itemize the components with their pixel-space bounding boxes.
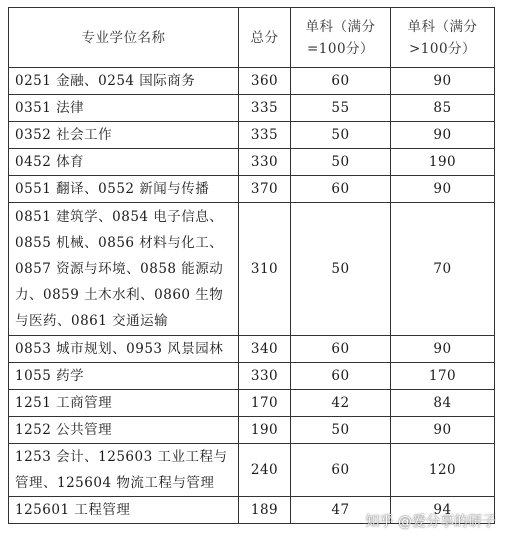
total-score-cell: 330 [239, 363, 291, 390]
single-over-100-cell: 90 [391, 68, 495, 95]
total-score-cell: 330 [239, 149, 291, 176]
single-over-100-cell: 94 [391, 497, 495, 524]
single-100-cell: 50 [291, 149, 391, 176]
total-score-cell: 170 [239, 390, 291, 417]
single-100-cell: 60 [291, 68, 391, 95]
total-score-cell: 189 [239, 497, 291, 524]
total-score-cell: 240 [239, 444, 291, 497]
single-over-100-cell: 84 [391, 390, 495, 417]
table-row [9, 444, 495, 497]
degree-name-cell: 0452 体育 [9, 149, 239, 176]
single-over-100-cell: 90 [391, 417, 495, 444]
single-100-cell: 50 [291, 122, 391, 149]
table-row [9, 417, 495, 444]
total-score-cell: 370 [239, 176, 291, 203]
header-total-score: 总分 [239, 8, 291, 68]
total-score-cell: 335 [239, 95, 291, 122]
header-single-100: 单科（满分=100分） [291, 8, 391, 68]
single-over-100-cell: 70 [391, 203, 495, 336]
table-header-row [9, 8, 495, 68]
header-degree-name: 专业学位名称 [9, 8, 239, 68]
single-over-100-cell: 90 [391, 122, 495, 149]
degree-name-cell: 125601 工程管理 [9, 497, 239, 524]
table-row [9, 203, 495, 336]
degree-name-cell: 1055 药学 [9, 363, 239, 390]
score-line-table [8, 7, 495, 524]
total-score-cell: 310 [239, 203, 291, 336]
degree-name-cell: 0853 城市规划、0953 风景园林 [9, 336, 239, 363]
table-row [9, 390, 495, 417]
total-score-cell: 335 [239, 122, 291, 149]
degree-name-cell: 1252 公共管理 [9, 417, 239, 444]
degree-name-cell: 1251 工商管理 [9, 390, 239, 417]
single-over-100-cell: 85 [391, 95, 495, 122]
single-100-cell: 42 [291, 390, 391, 417]
total-score-cell: 190 [239, 417, 291, 444]
header-single-over-100: 单科（满分>100分） [391, 8, 495, 68]
total-score-cell: 340 [239, 336, 291, 363]
single-over-100-cell: 190 [391, 149, 495, 176]
single-100-cell: 60 [291, 176, 391, 203]
single-over-100-cell: 170 [391, 363, 495, 390]
table-row [9, 336, 495, 363]
degree-name-cell: 0551 翻译、0552 新闻与传播 [9, 176, 239, 203]
single-100-cell: 50 [291, 417, 391, 444]
table-row [9, 68, 495, 95]
single-100-cell: 60 [291, 363, 391, 390]
table-row [9, 122, 495, 149]
single-over-100-cell: 90 [391, 176, 495, 203]
table-row [9, 149, 495, 176]
table-row [9, 95, 495, 122]
single-100-cell: 60 [291, 336, 391, 363]
degree-name-cell: 1253 会计、125603 工业工程与管理、125604 物流工程与管理 [9, 444, 239, 497]
single-over-100-cell: 90 [391, 336, 495, 363]
degree-name-cell: 0851 建筑学、0854 电子信息、0855 机械、0856 材料与化工、0857 资源与环境、0858 能源动力、0859 土木水利、0860 生物与医药、0861 交通运输 [9, 203, 239, 336]
degree-name-cell: 0251 金融、0254 国际商务 [9, 68, 239, 95]
zhihu-watermark: 知乎 @爱分享的研子 [365, 514, 496, 530]
single-over-100-cell: 120 [391, 444, 495, 497]
single-100-cell: 50 [291, 203, 391, 336]
single-100-cell: 55 [291, 95, 391, 122]
single-100-cell: 47 [291, 497, 391, 524]
degree-name-cell: 0351 法律 [9, 95, 239, 122]
total-score-cell: 360 [239, 68, 291, 95]
table-row [9, 363, 495, 390]
degree-name-cell: 0352 社会工作 [9, 122, 239, 149]
table-row [9, 176, 495, 203]
single-100-cell: 60 [291, 444, 391, 497]
